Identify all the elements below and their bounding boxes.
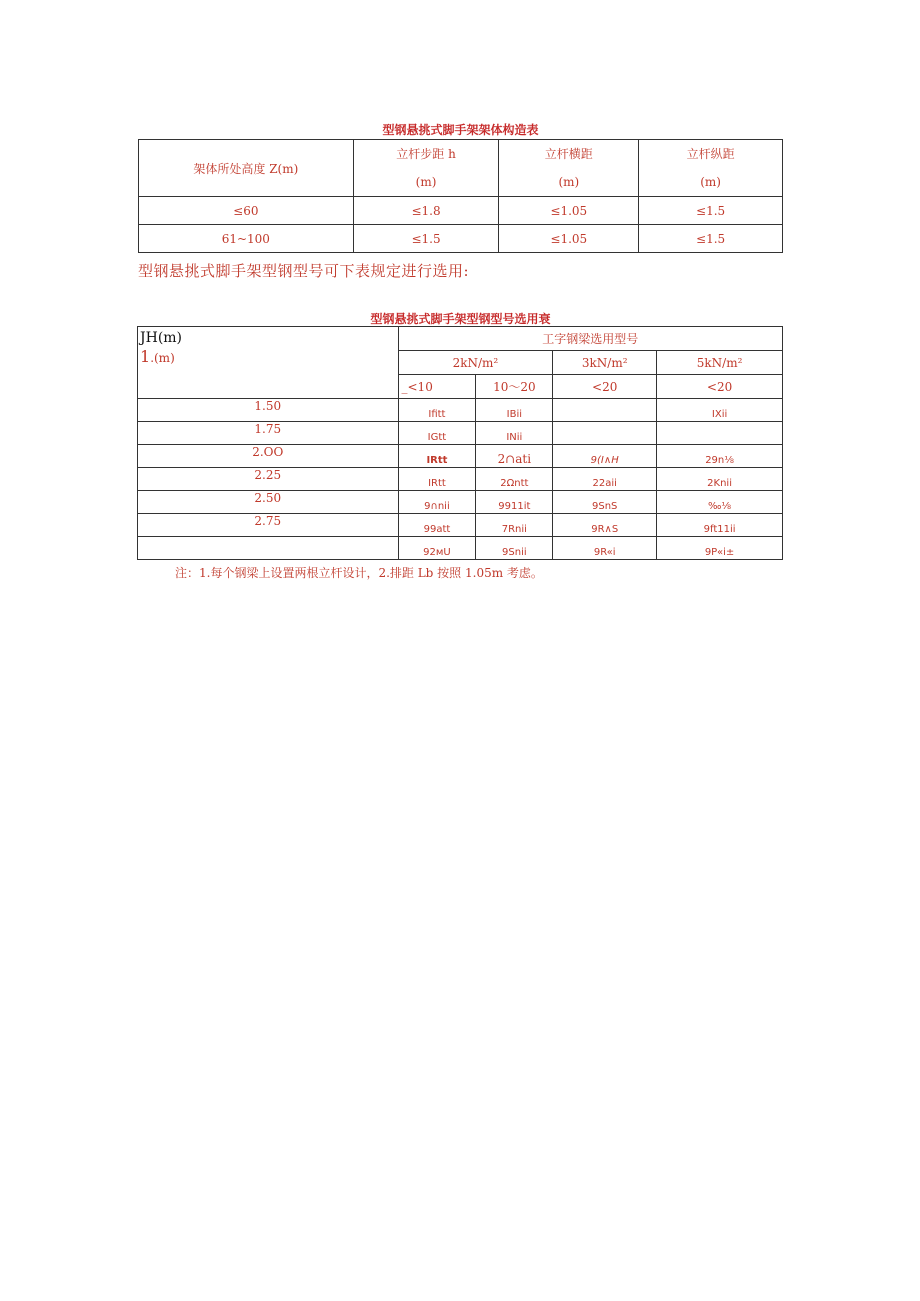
table-row xyxy=(139,225,783,253)
corner-top-label: JH(m) xyxy=(140,330,183,346)
model-cell: 2Knii xyxy=(657,468,783,491)
model-cell: 22aii xyxy=(553,468,657,491)
table2-title: 型钢悬挑式脚手架型钢型号选用衰 xyxy=(370,312,551,326)
length-cell: 1.50 xyxy=(138,399,399,422)
header-step xyxy=(353,140,499,197)
model-cell: 92мU xyxy=(398,537,476,560)
corner-bottom-big: 1 xyxy=(140,347,151,366)
table-cell: ≤1.05 xyxy=(499,225,639,253)
frame-structure-table xyxy=(138,139,783,253)
table-cell: 61~100 xyxy=(139,225,354,253)
table-row xyxy=(138,445,783,468)
corner-bottom-label xyxy=(140,347,396,366)
model-cell: 9∩nii xyxy=(398,491,476,514)
header-transverse-label: 立杆横距 xyxy=(544,147,593,161)
length-cell: 2.25 xyxy=(138,468,399,491)
table-cell: ≤1.5 xyxy=(639,225,783,253)
header-height: 架体所处高度 Z(m) xyxy=(139,140,354,197)
model-cell: IRtt xyxy=(398,468,476,491)
model-cell xyxy=(553,422,657,445)
table-row xyxy=(138,537,783,560)
load-header: 2kN/m² xyxy=(398,351,553,375)
table-row xyxy=(138,468,783,491)
sub-header: 10～20 xyxy=(476,375,553,399)
table-row xyxy=(139,197,783,225)
model-cell: 9SnS xyxy=(553,491,657,514)
model-cell: 99att xyxy=(398,514,476,537)
table-cell: ≤1.05 xyxy=(499,197,639,225)
corner-header xyxy=(138,327,399,399)
table-row xyxy=(138,514,783,537)
model-cell: 9P«i± xyxy=(657,537,783,560)
sub-header: <20 xyxy=(657,375,783,399)
sub-header: _<10 xyxy=(398,375,476,399)
header-longitudinal xyxy=(639,140,783,197)
steel-selection-table xyxy=(137,326,783,560)
corner-bottom-unit: .(m) xyxy=(150,351,175,365)
length-cell: 2.50 xyxy=(138,491,399,514)
load-header: 3kN/m² xyxy=(553,351,657,375)
footnote: 注：1.每个钢梁上设置两根立杆设计，2.排距 Lb 按照 1.05m 考虑。 xyxy=(175,566,543,580)
model-cell xyxy=(657,422,783,445)
model-cell: 29n⅛ xyxy=(657,445,783,468)
model-cell: IRtt xyxy=(398,445,476,468)
selection-note: 型钢悬挑式脚手架型钢型号可下表规定进行选用: xyxy=(138,262,470,280)
table-cell: ≤1.5 xyxy=(353,225,499,253)
length-cell: 1.75 xyxy=(138,422,399,445)
table-row xyxy=(138,422,783,445)
length-cell: 2.OO xyxy=(138,445,399,468)
model-cell xyxy=(553,399,657,422)
header-longitudinal-unit: (m) xyxy=(700,175,721,189)
model-cell: 9R«i xyxy=(553,537,657,560)
table-cell: ≤60 xyxy=(139,197,354,225)
header-longitudinal-label: 立杆纵距 xyxy=(686,147,735,161)
table-row xyxy=(138,399,783,422)
header-step-label: 立杆步距 h xyxy=(396,147,456,161)
model-cell: ‰⅛ xyxy=(657,491,783,514)
model-cell: 2Ωntt xyxy=(476,468,553,491)
header-step-unit: (m) xyxy=(415,175,437,189)
model-cell: IXii xyxy=(657,399,783,422)
model-cell: 7Rnii xyxy=(476,514,553,537)
model-cell: IBii xyxy=(476,399,553,422)
table-cell: ≤1.5 xyxy=(639,197,783,225)
model-cell: 2∩ati xyxy=(476,445,553,468)
table1-title: 型钢悬挑式脚手架架体构造表 xyxy=(382,123,539,137)
load-header: 5kN/m² xyxy=(657,351,783,375)
model-cell: 9R∧S xyxy=(553,514,657,537)
length-cell: 2.75 xyxy=(138,514,399,537)
group-header: 工字钢梁选用型号 xyxy=(398,327,783,351)
header-transverse xyxy=(499,140,639,197)
table-cell: ≤1.8 xyxy=(353,197,499,225)
model-cell: IGtt xyxy=(398,422,476,445)
model-cell: INii xyxy=(476,422,553,445)
model-cell: 9(I∧H xyxy=(553,445,657,468)
model-cell: 9911it xyxy=(476,491,553,514)
model-cell: 9Snii xyxy=(476,537,553,560)
model-cell: 9ft11ii xyxy=(657,514,783,537)
sub-header: <20 xyxy=(553,375,657,399)
model-cell: Ifitt xyxy=(398,399,476,422)
header-transverse-unit: (m) xyxy=(558,175,580,189)
length-cell xyxy=(138,537,399,560)
table-row xyxy=(138,491,783,514)
